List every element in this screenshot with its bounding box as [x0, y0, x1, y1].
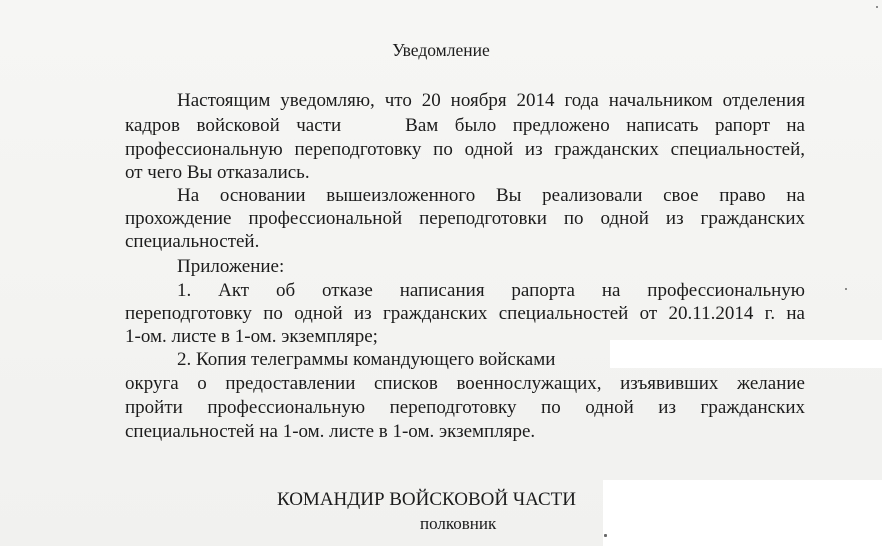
signature-rank: полковник [420, 514, 497, 533]
attachment-heading: Приложение: [177, 256, 285, 277]
scan-speck [876, 6, 878, 8]
attachment2-line2: округа о предоставлении списков военнослужащих, изъявивших желание [125, 373, 805, 394]
paragraph1-line3: профессиональную переподготовку по одной из гражданских специальностей, [125, 139, 805, 160]
redaction-patch-signature [603, 480, 882, 546]
paragraph1-line4: от чего Вы отказались. [125, 162, 310, 183]
redaction-patch-telegram [610, 340, 882, 368]
paragraph1-line1: Настоящим уведомляю, что 20 ноября 2014 года начальником отделения [177, 90, 805, 111]
attachment1-line3: 1-ом. листе в 1-ом. экземпляре; [125, 326, 378, 347]
paragraph2-line1: На основании вышеизложенного Вы реализовали свое право на [177, 185, 805, 206]
attachment1-line2: переподготовку по одной из гражданских специальностей от 20.11.2014 г. на [125, 303, 805, 324]
paragraph2-line2: прохождение профессиональной переподготовки по одной из гражданских [125, 208, 805, 229]
paragraph1-line2-right: Вам было предложено написать рапорт на [405, 115, 805, 136]
attachment1-line1: 1. Акт об отказе написания рапорта на профессиональную [177, 280, 805, 301]
document-title: Уведомление [392, 40, 490, 60]
paragraph1-line2 [125, 114, 805, 137]
attachment2-line1: 2. Копия телеграммы командующего войсками [177, 349, 556, 370]
signature-title: КОМАНДИР ВОЙСКОВОЙ ЧАСТИ [277, 489, 576, 510]
attachment2-line3: пройти профессиональную переподготовку по одной из гражданских [125, 397, 805, 418]
paragraph2-line3: специальностей. [125, 231, 260, 252]
scan-speck [845, 288, 847, 290]
paragraph1-line2-left: кадров войсковой части [125, 115, 342, 136]
attachment2-line4: специальностей на 1-ом. листе в 1-ом. экземпляре. [125, 421, 536, 442]
scan-speck [604, 534, 607, 537]
